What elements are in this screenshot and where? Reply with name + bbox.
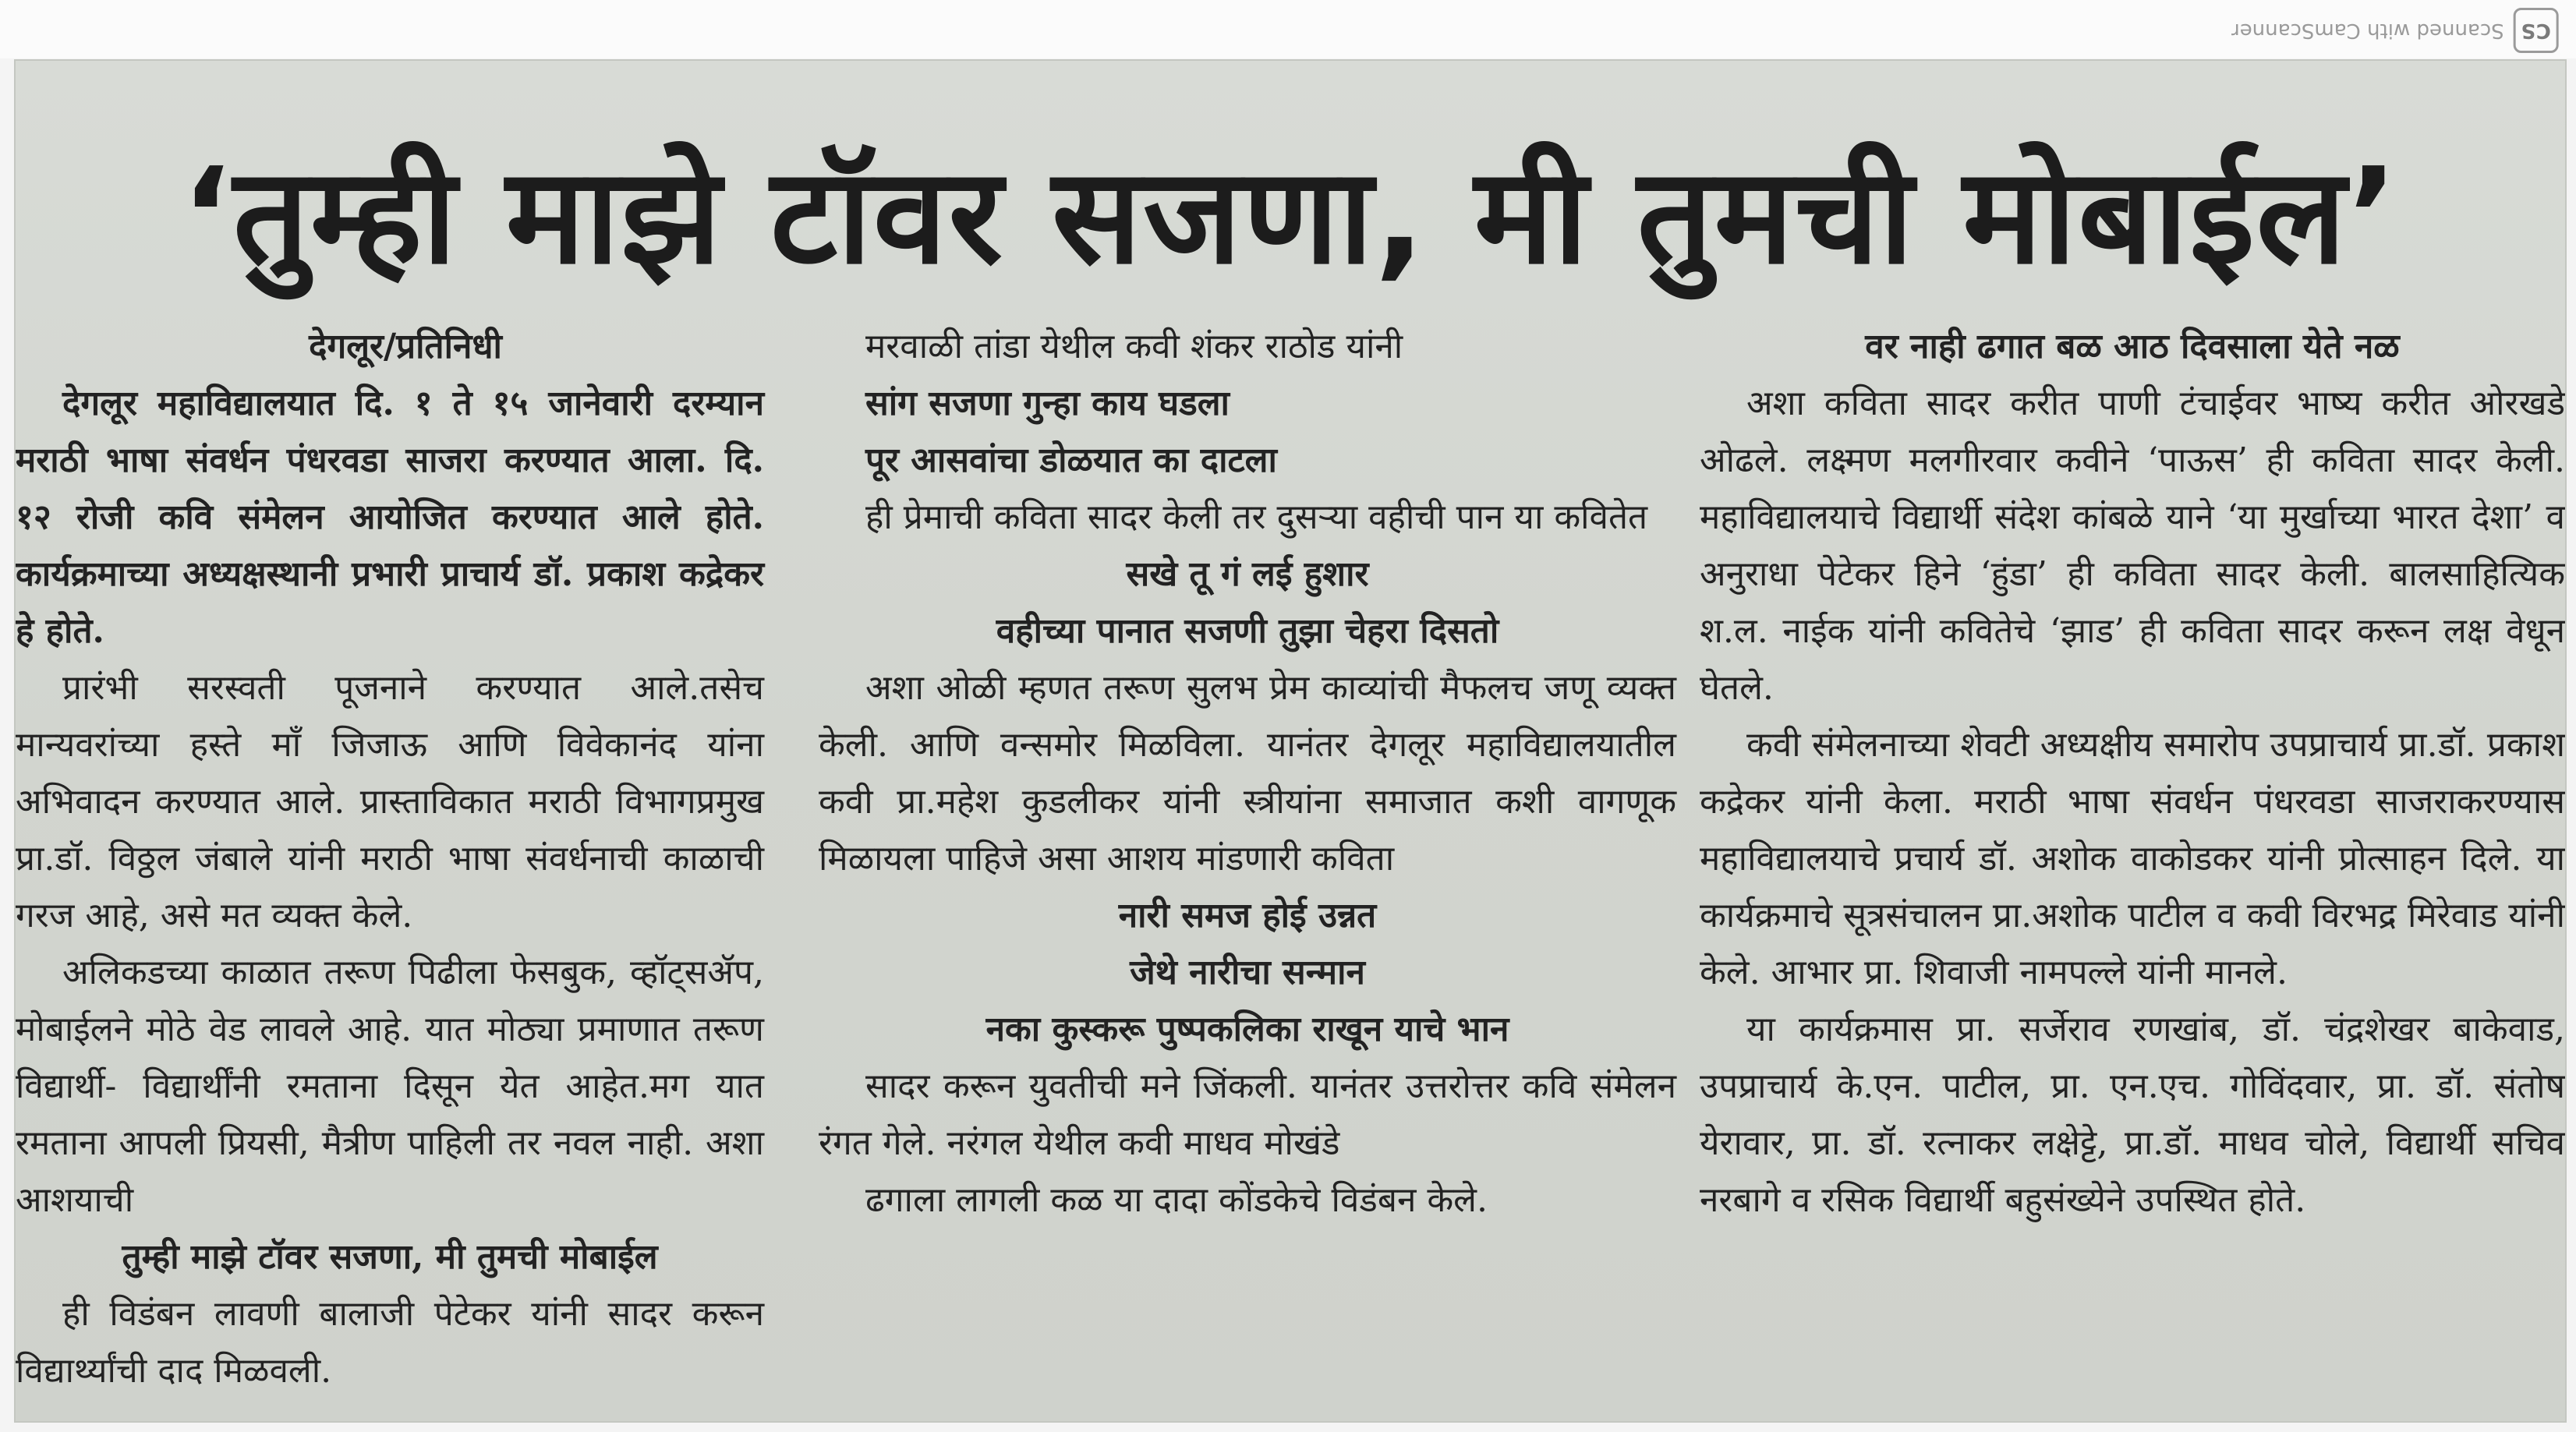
- verse-line: सखे तू गं लई हुशार: [1126, 554, 1369, 594]
- article-column-3: [1700, 318, 2565, 1405]
- paragraph: प्रारंभी सरस्वती पूजनाने करण्यात आले.तसेच मान्यवरांच्या हस्ते माँ जिजाऊ आणि विवेकानंद यांना अभिवादन करण्यात आले. प्रास्ताविकात मराठी विभागप्रमुख प्रा.डॉ. विठ्ठल जंबाले यांनी मराठी भाषा संवर्धनाची काळाची गरज आहे, असे मत व्यक्त केले.: [16, 668, 764, 935]
- newspaper-clipping: [16, 61, 2565, 1421]
- watermark-text: Scanned with CamScanner: [2231, 19, 2504, 42]
- paragraph: मरवाळी तांडा येथील कवी शंकर राठोड यांनी: [865, 327, 1403, 366]
- paragraph: अशा ओळी म्हणत तरूण सुलभ प्रेम काव्यांची मैफलच जणू व्यक्त केली. आणि वन्समोर मिळविला. यानंतर देगलूर महाविद्यालयातील कवी प्रा.महेश कुडलीकर यांनी स्त्रीयांना समाजात कशी वागणूक मिळायला पाहिजे असा आशय मांडणारी कविता: [819, 668, 1676, 879]
- camscanner-watermark: [2231, 8, 2559, 53]
- verse-line: वर नाही ढगात बळ आठ दिवसाला येते नळ: [1865, 327, 2400, 366]
- verse-line: वहीच्या पानात सजणी तुझा चेहरा दिसतो: [996, 611, 1499, 651]
- verse-line: जेथे नारीचा सन्मान: [1130, 953, 1365, 992]
- verse-line: तुम्ही माझे टॉवर सजणा, मी तुमची मोबाईल: [122, 1237, 658, 1277]
- paragraph: अलिकडच्या काळात तरूण पिढीला फेसबुक, व्हॉट्सॲप, मोबाईलने मोठे वेड लावले आहे. यात मोठ्या प्रमाणात तरूण विद्यार्थी- विद्यार्थींनी रमताना दिसून येत आहेत.मग यात रमताना आपली प्रियसी, मैत्रीण पाहिली तर नवल नाही. अशा आशयाची: [16, 953, 764, 1220]
- article-headline: ‘तुम्ही माझे टॉवर सजणा, मी तुमची मोबाईल’: [181, 140, 2400, 294]
- paragraph: सादर करून युवतीची मने जिंकली. यानंतर उत्तरोत्तर कवि संमेलन रंगत गेले. नरंगल येथील कवी माधव मोखंडे: [819, 1066, 1676, 1163]
- verse-line: नका कुस्करू पुष्पकलिका राखून याचे भान: [985, 1009, 1509, 1049]
- paragraph: ढगाला लागली कळ या दादा कोंडकेचे विडंबन केले.: [865, 1180, 1488, 1220]
- paragraph: अशा कविता सादर करीत पाणी टंचाईवर भाष्य करीत ओरखडे ओढले. लक्ष्मण मलगीरवार कवीने ‘पाऊस’ ही कविता सादर केली. महाविद्यालयाचे विद्यार्थी संदेश कांबळे याने ‘या मुर्खाच्या भारत देशा’ व अनुराधा पेटेकर हिने ‘हुंडा’ ही कविता सादर केली. बालसाहित्यिक श.ल. नाईक यांनी कवितेचे ‘झाड’ ही कविता सादर करून लक्ष वेधून घेतले.: [1700, 384, 2565, 708]
- verse-line: नारी समज होई उन्नत: [1118, 896, 1377, 935]
- paragraph: या कार्यक्रमास प्रा. सर्जेराव रणखांब, डॉ. चंद्रशेखर बाकेवाड, उपप्राचार्य के.एन. पाटील, प्रा. एन.एच. गोविंदवार, प्रा. डॉ. संतोष येरावार, प्रा. डॉ. रत्नाकर लक्षेट्टे, प्रा.डॉ. माधव चोले, विद्यार्थी सचिव नरबागे व रसिक विद्यार्थी बहुसंख्येने उपस्थित होते.: [1700, 1009, 2565, 1220]
- paragraph: देगलूर महाविद्यालयात दि. १ ते १५ जानेवारी दरम्यान मराठी भाषा संवर्धन पंधरवडा साजरा करण्यात आला. दि. १२ रोजी कवि संमेलन आयोजित करण्यात आले होते. कार्यक्रमाच्या अध्यक्षस्थानी प्रभारी प्राचार्य डॉ. प्रकाश कद्रेकर हे होते.: [16, 384, 764, 651]
- scanner-margin: [0, 0, 2576, 58]
- camscanner-logo-icon: CS: [2514, 8, 2559, 53]
- paragraph: ही प्रेमाची कविता सादर केली तर दुसऱ्या वहीची पान या कवितेत: [865, 497, 1648, 537]
- paragraph: ही विडंबन लावणी बालाजी पेटेकर यांनी सादर करून विद्यार्थ्यांची दाद मिळवली.: [16, 1294, 764, 1391]
- dateline: देगलूर/प्रतिनिधी: [309, 327, 502, 366]
- article-column-2: [819, 318, 1676, 1405]
- article-column-1: [16, 318, 764, 1405]
- verse-line: सांग सजणा गुन्हा काय घडला: [865, 384, 1230, 423]
- verse-line: पूर आसवांचा डोळयात का दाटला: [865, 440, 1277, 480]
- paragraph: कवी संमेलनाच्या शेवटी अध्यक्षीय समारोप उपप्राचार्य प्रा.डॉ. प्रकाश कद्रेकर यांनी केला. मराठी भाषा संवर्धन पंधरवडा साजराकरण्यास महाविद्यालयाचे प्रचार्य डॉ. अशोक वाकोडकर यांनी प्रोत्साहन दिले. या कार्यक्रमाचे सूत्रसंचालन प्रा.अशोक पाटील व कवी विरभद्र मिरेवाड यांनी केले. आभार प्रा. शिवाजी नामपल्ले यांनी मानले.: [1700, 725, 2565, 992]
